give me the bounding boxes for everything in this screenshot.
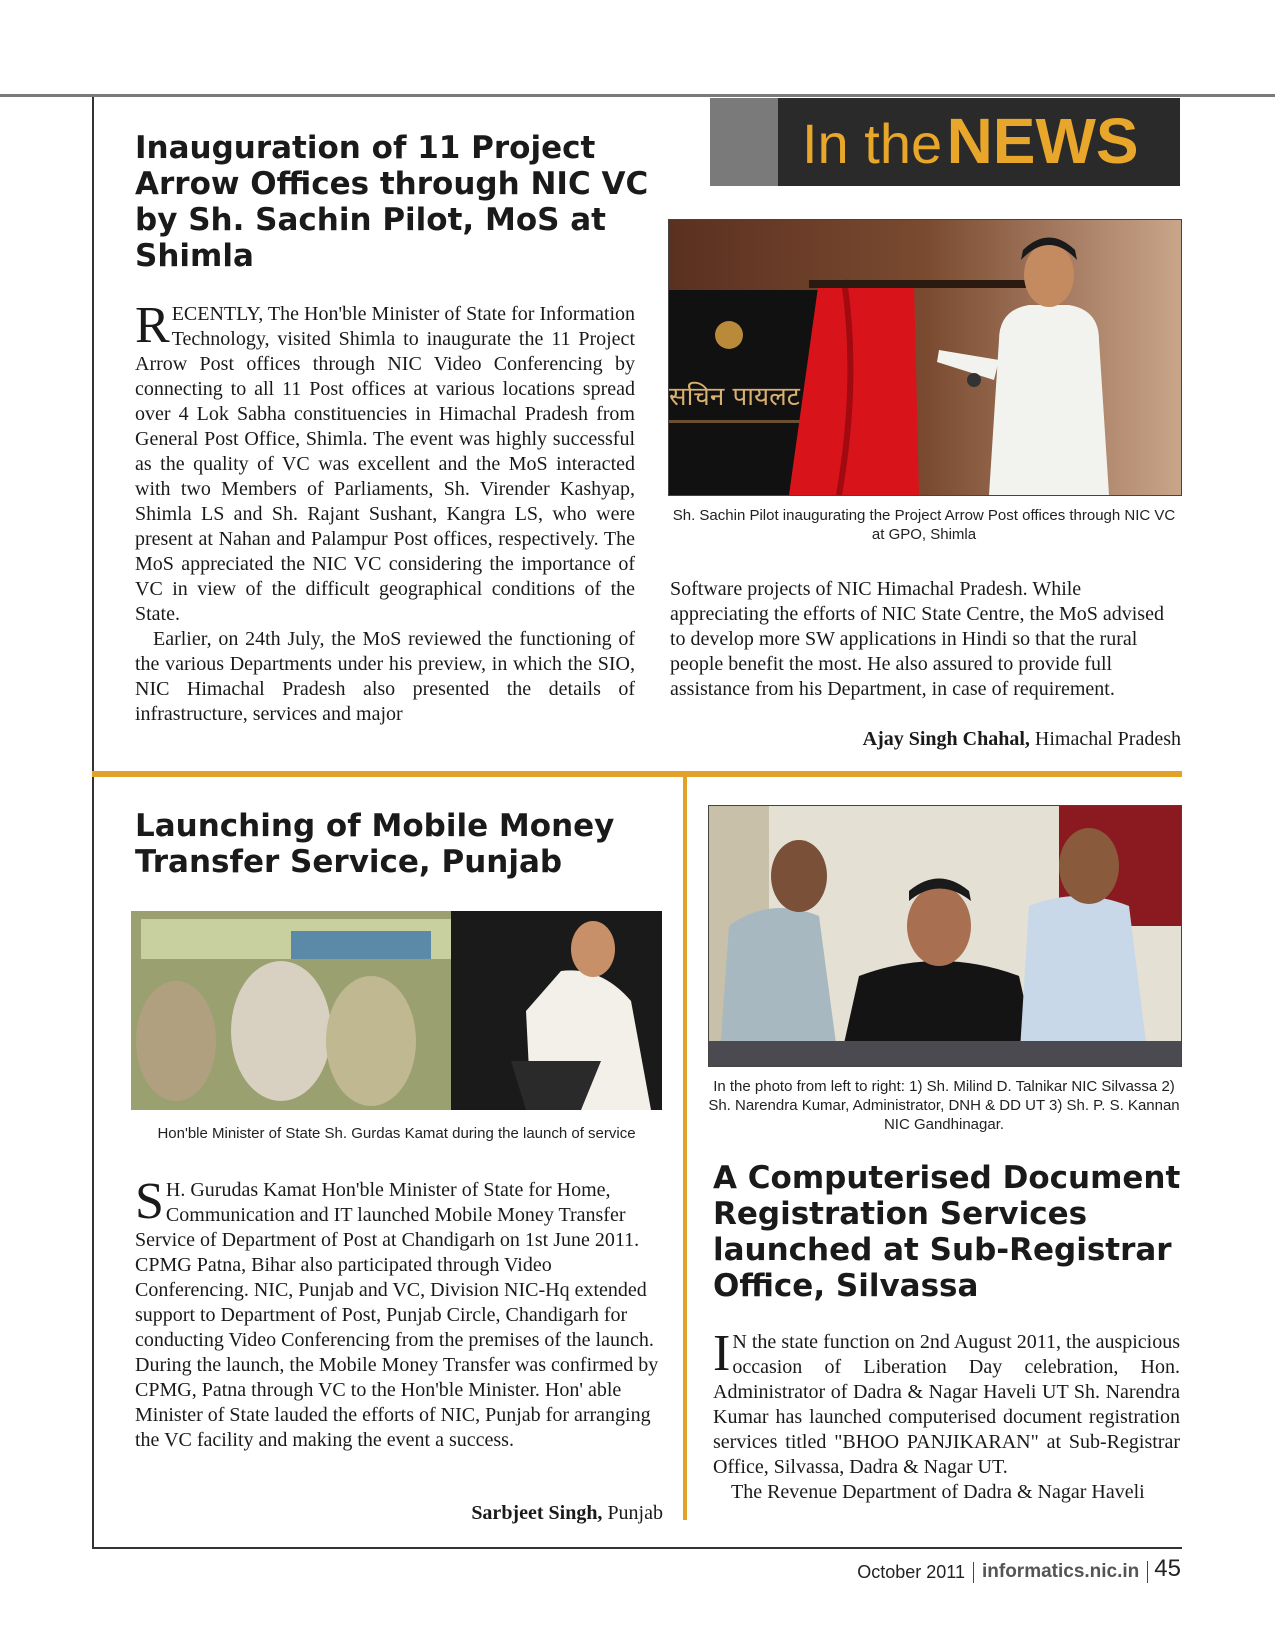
banner-news: NEWS [946,105,1139,177]
issue-date: October 2011 [857,1562,974,1583]
article1-para1: ECENTLY, The Hon'ble Minister of State for Information Technology, visited Shimla to inaugurate the 11 Project Arrow Post offices through NIC Video Conferencing by connecting to all 11 Post offices at various locations spread over 4 Lok Sabha constituencies in Himachal Pradesh from General Post Office, Shimla. The event was highly successful as the quality of VC was excellent and the MoS interacted with two Members of Parliaments, Sh. Virender Kashyap, Shimla LS and Sh. Rajant Sushant, Kangra LS, who were present at Nahan and Palampur Post offices, respectively. The MoS appreciated the NIC VC considering the importance of VC in view of the difficult geographical conditions of the State. [135,303,635,625]
page-footer [857,1553,1181,1583]
article3-photo [708,805,1182,1067]
article3-para1: N the state function on 2nd August 2011, the auspicious occasion of Liberation Day celebration, Hon. Administrator of Dadra & Nagar Haveli UT Sh. Narendra Kumar has launched computerised document registration services titled "BHOO PANJIKARAN" at Sub-Registrar Office, Silvassa, Dadra & Nagar UT. [713,1331,1180,1478]
svg-text:सचिन पायलट: सचिन पायलट [669,382,800,412]
bottom-rule [92,1547,1182,1549]
article2-title: Launching of Mobile Money Transfer Service, Punjab [135,808,615,880]
article3-title: A Computerised Document Registration Services launched at Sub-Registrar Office, Silvassa [713,1160,1181,1304]
article2-byline [471,1502,663,1525]
site-link[interactable]: informatics.nic.in [974,1561,1148,1583]
top-rule [0,94,1275,97]
article1-byline [863,728,1181,751]
article3-para2: The Revenue Department of Dadra & Nagar Haveli [731,1481,1145,1503]
gurdas-kamat-launch-image [131,911,662,1110]
article2-para1: H. Gurudas Kamat Hon'ble Minister of State for Home, Communication and IT launched Mobile Money Transfer Service of Department of Post at Chandigarh on 1st June 2011. CPMG Patna, Bihar also participated through Video Conferencing. NIC, Punjab and VC, Division NIC-Hq extended support to Department of Post, Punjab Circle, Chandigarh for conducting Video Conferencing from the premises of the launch. During the launch, the Mobile Money Transfer was confirmed by CPMG, Patna through VC to the Hon'ble Minister. Hon' able Minister of State lauded the efforts of NIC, Punjab for arranging the VC facility and making the event a success. [135,1179,659,1451]
article3-body [713,1325,1180,1505]
article2-dropcap: S [135,1173,164,1230]
page-number: 45 [1154,1555,1181,1582]
article1-dropcap: R [135,297,170,354]
article1-para2: Earlier, on 24th July, the MoS reviewed the functioning of the various Departments under his preview, in which the SIO, NIC Himachal Pradesh also presented the details of infrastructure, services and major [135,628,635,725]
article2-author-place: Punjab [607,1502,663,1524]
in-the-news-banner [710,98,1180,186]
banner-in-the: In the [802,112,943,175]
article2-author: Sarbjeet Singh, [471,1502,603,1524]
article3-photo-caption: In the photo from left to right: 1) Sh. Milind D. Talnikar NIC Silvassa 2) Sh. Narendra Kumar, Administrator, DNH & DD UT 3) Sh. P. S. Kannan NIC Gandhinagar. [708,1078,1180,1133]
article1-para3: Software projects of NIC Himachal Pradesh. While appreciating the efforts of NIC State Centre, the MoS advised to develop more SW applications in Hindi so that the rural people benefit the most. He also assured to provide full assistance from his Department, in case of requirement. [670,578,1164,700]
left-rule [92,97,94,1548]
article2-photo-caption: Hon'ble Minister of State Sh. Gurdas Kamat during the launch of service [157,1125,636,1142]
article2-body [135,1173,662,1453]
silvassa-officials-image [709,806,1181,1066]
article1-body-right [670,577,1180,702]
article1-author-place: Himachal Pradesh [1034,728,1181,750]
section-divider-vertical [683,777,687,1520]
section-divider-horizontal [92,771,1182,777]
article3-dropcap: I [713,1325,731,1382]
article2-photo [131,911,662,1110]
article1-body-left [135,297,635,727]
article1-photo [668,219,1182,496]
article1-photo-caption: Sh. Sachin Pilot inaugurating the Project Arrow Post offices through NIC VC at GPO, Shimla [672,507,1176,543]
article1-author: Ajay Singh Chahal, [862,728,1030,750]
article1-title: Inauguration of 11 Project Arrow Offices through NIC VC by Sh. Sachin Pilot, MoS at Shimla [135,130,649,274]
sachin-pilot-unveiling-image [669,220,1181,495]
